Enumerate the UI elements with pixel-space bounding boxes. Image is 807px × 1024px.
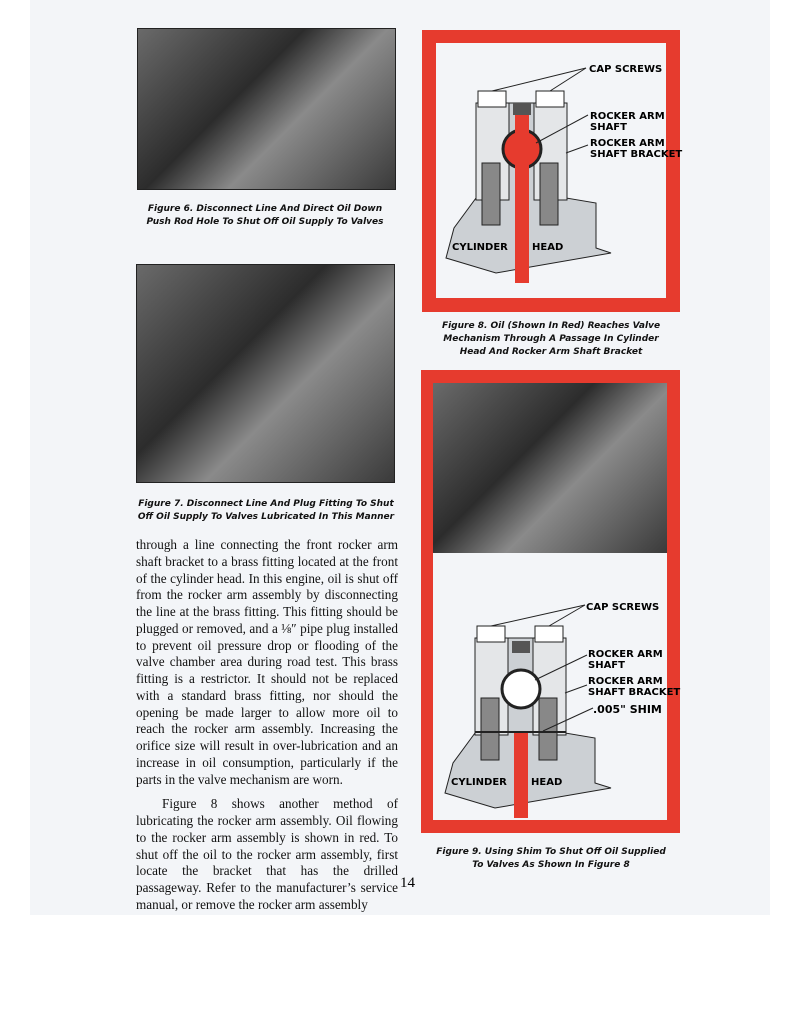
page-number: 14 — [400, 875, 415, 891]
caption-line: Off Oil Supply To Valves Lubricated In This Manner — [137, 512, 395, 522]
caption-line: Figure 8. Oil (Shown In Red) Reaches Valve — [441, 321, 661, 331]
figure7-photo — [136, 264, 395, 483]
caption-line: Figure 6. Disconnect Line And Direct Oil Down — [147, 204, 383, 214]
label-head: HEAD — [531, 777, 563, 788]
figure8-caption — [420, 320, 682, 359]
caption-line: Head And Rocker Arm Shaft Bracket — [459, 347, 643, 357]
label-cap-screws: CAP SCREWS — [589, 64, 663, 75]
caption-line: Figure 9. Using Shim To Shut Off Oil Supplied — [436, 847, 666, 857]
figure9-frame — [421, 370, 680, 833]
figure6-photo — [137, 28, 396, 190]
caption-line: Push Rod Hole To Shut Off Oil Supply To Valves — [146, 217, 384, 227]
label-cap-screws: CAP SCREWS — [586, 602, 660, 613]
body-text — [136, 537, 398, 914]
caption-line: To Valves As Shown In Figure 8 — [472, 860, 630, 870]
label-head: HEAD — [532, 242, 564, 253]
paragraph: Figure 8 shows another method of lubricating the rocker arm assembly. Oil flowing to the rocker arm assembly is shown in red. To shut off the oil to the rocker arm assembly, first locate the bracket that has the drilled passageway. Refer to the manufacturer’s service manual, or remove the rocker arm assembly — [136, 796, 398, 912]
caption-line: Mechanism Through A Passage In Cylinder — [443, 334, 659, 344]
figure7-caption — [130, 498, 402, 524]
figure9-caption — [420, 846, 682, 872]
label-shim: .005" SHIM — [593, 703, 662, 716]
paragraph: through a line connecting the front rocker arm shaft bracket to a brass fitting located at the front of the cylinder head. In this engine, oil is shut off from the rocker arm assembly by disconnecting the line at the brass fitting. This fitting should be plugged or removed, and a ⅛″ pipe plug installed to prevent oil pressure drop or flooding of the valve chamber area during road test. This brass fitting is a restrictor. It should not be replaced with a standard brass fitting, nor should the opening be made larger to allow more oil to reach the rocker arm assembly. Increasing the orifice size will result in over-lubrication and an increase in oil consumption, particularly if the parts in the valve mechanism are worn. — [136, 537, 398, 787]
figure8-diagram — [436, 43, 683, 298]
label-cylinder: CYLINDER — [451, 777, 507, 788]
label-shaft: SHAFT — [588, 660, 625, 671]
label-shaft-bracket: SHAFT BRACKET — [590, 149, 683, 160]
label-rocker-arm-bracket: ROCKER ARM — [588, 676, 663, 687]
label-cylinder: CYLINDER — [452, 242, 508, 253]
label-rocker-arm: ROCKER ARM — [590, 111, 665, 122]
label-rocker-arm: ROCKER ARM — [588, 649, 663, 660]
figure9-diagram — [433, 383, 681, 820]
label-shaft: SHAFT — [590, 122, 627, 133]
figure8-frame — [422, 30, 683, 312]
label-shaft-bracket: SHAFT BRACKET — [588, 687, 681, 698]
label-rocker-arm-bracket: ROCKER ARM — [590, 138, 665, 149]
caption-line: Figure 7. Disconnect Line And Plug Fitting To Shut — [138, 499, 394, 509]
figure6-caption — [130, 203, 400, 229]
